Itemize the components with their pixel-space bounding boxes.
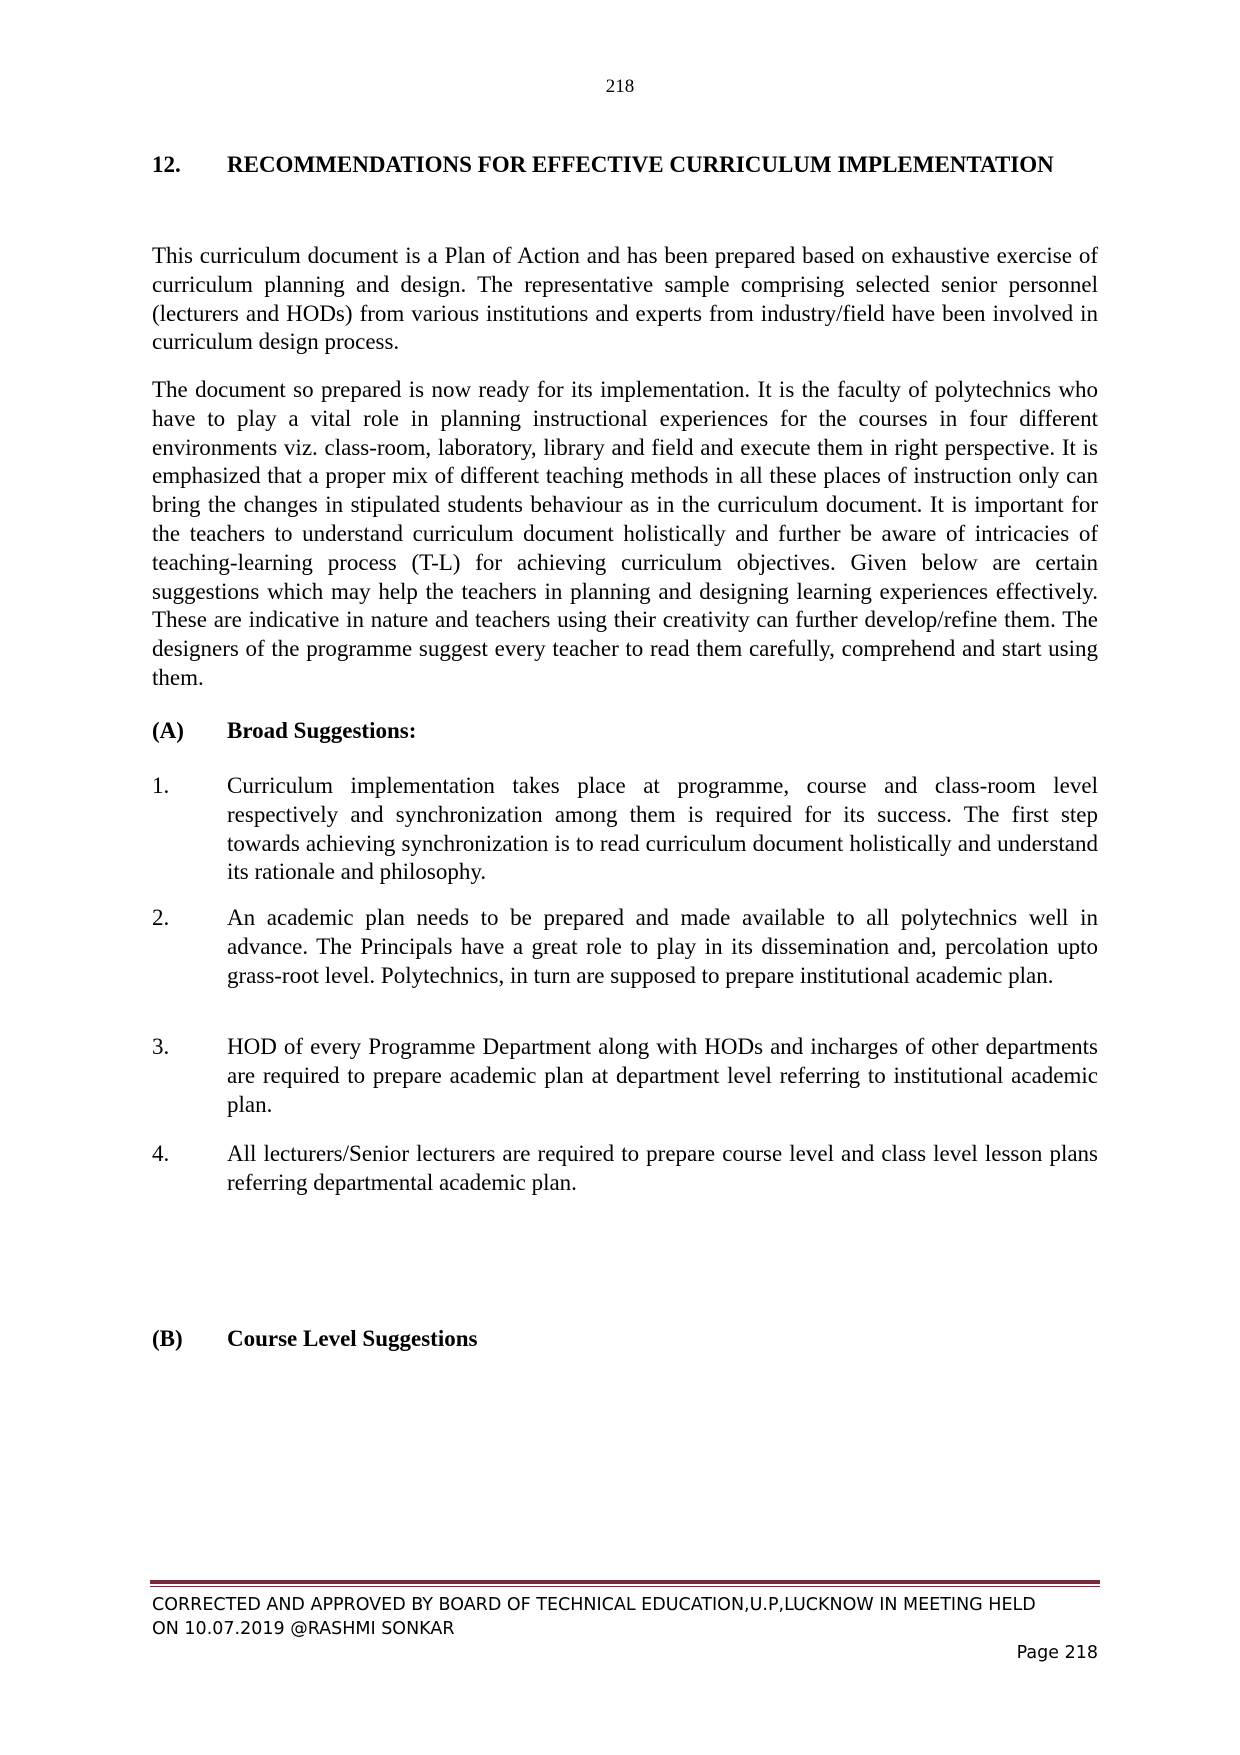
footer-line-2: ON 10.07.2019 @RASHMI SONKAR (152, 1619, 455, 1639)
list-item-text: An academic plan needs to be prepared and made available to all polytechnics well in advance. The Principals have a great role to play in its dissemination and, percolation upto grass-root level. Polytechnics, in turn are supposed to prepare institutional academic plan. (227, 905, 1098, 988)
footer-page-label: Page 218 (1016, 1643, 1098, 1663)
subsection-a-label: (A) (152, 718, 184, 743)
list-item (152, 1140, 1098, 1198)
footer-line-1: CORRECTED AND APPROVED BY BOARD OF TECHNICAL EDUCATION,U.P,LUCKNOW IN MEETING HELD (152, 1595, 1036, 1615)
list-item (152, 1033, 1098, 1119)
section-number: 12. (152, 152, 181, 177)
list-item-text: Curriculum implementation takes place at programme, course and class-room level respectively and synchronization among them is required for its success. The first step towards achieving synchronization is to read curriculum document holistically and understand its rationale and philosophy. (227, 773, 1098, 885)
subsection-a-heading (152, 716, 1092, 745)
page-number: 218 (605, 76, 635, 97)
section-heading (152, 150, 1092, 179)
subsection-b-label: (B) (152, 1326, 183, 1351)
subsection-a-title: Broad Suggestions: (227, 718, 417, 743)
list-item-text: HOD of every Programme Department along with HODs and incharges of other departments are required to prepare academic plan at department level referring to institutional academic plan. (227, 1034, 1098, 1117)
list-item-marker: 3. (152, 1034, 170, 1059)
implementation-paragraph: The document so prepared is now ready for its implementation. It is the faculty of polytechnics who have to play a vital role in planning instructional experiences for the courses in four different environments viz. class-room, laboratory, library and field and execute them in right perspective. It is emphasized that a proper mix of different teaching methods in all these places of instruction only can bring the changes in stipulated students behaviour as in the curriculum document. It is important for the teachers to understand curriculum document holistically and further be aware of intricacies of teaching-learning process (T-L) for achieving curriculum objectives. Given below are certain suggestions which may help the teachers in planning and designing learning experiences effectively. These are indicative in nature and teachers using their creativity can further develop/refine them. The designers of the programme suggest every teacher to read them carefully, comprehend and start using them. (152, 377, 1098, 690)
list-item-marker: 1. (152, 773, 170, 798)
section-title: RECOMMENDATIONS FOR EFFECTIVE CURRICULUM IMPLEMENTATION (227, 152, 1054, 177)
list-item (152, 904, 1098, 990)
footer-divider (150, 1580, 1100, 1587)
subsection-b-title: Course Level Suggestions (227, 1326, 478, 1351)
list-item-text: All lecturers/Senior lecturers are required to prepare course level and class level lesson plans referring departmental academic plan. (227, 1141, 1098, 1195)
intro-paragraph: This curriculum document is a Plan of Action and has been prepared based on exhaustive exercise of curriculum planning and design. The representative sample comprising selected senior personnel (lecturers and HODs) from various institutions and experts from industry/field have been involved in curriculum design process. (152, 243, 1098, 355)
list-item-marker: 2. (152, 905, 170, 930)
list-item (152, 772, 1098, 887)
list-item-marker: 4. (152, 1141, 170, 1166)
footer-approval-note (152, 1593, 1102, 1641)
subsection-b-heading (152, 1324, 1092, 1353)
